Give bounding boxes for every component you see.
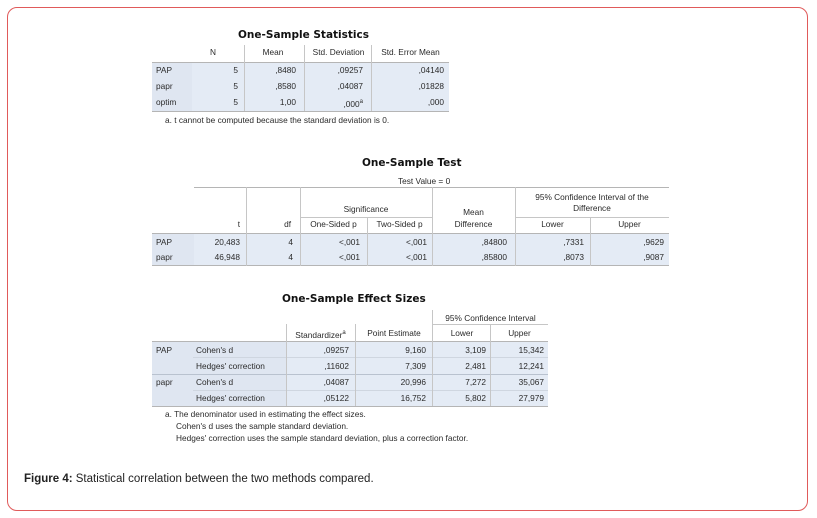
row-label: papr [156, 252, 173, 262]
point-estimate-header: Point Estimate [367, 328, 421, 338]
upper-value: ,9629 [643, 237, 664, 247]
effect-header-rule [152, 341, 548, 342]
effect-sizes-title: One-Sample Effect Sizes [282, 293, 426, 305]
significance-header: Significance [343, 204, 389, 214]
mean-difference-header-line1: Mean [463, 207, 484, 217]
lower-value: 3,109 [465, 345, 486, 355]
measure-label: Cohen's d [196, 377, 234, 387]
effect-row-rule [193, 390, 548, 391]
footnote-marker: a [359, 99, 363, 105]
lower-value: ,7331 [563, 237, 584, 247]
two-sided-p-header: Two-Sided p [376, 219, 423, 229]
mean-difference-header-line2: Difference [454, 219, 493, 229]
standardizer-header [286, 328, 355, 341]
df-value: 4 [288, 237, 293, 247]
sd-value: ,09257 [337, 65, 363, 75]
sd-number: ,000 [343, 98, 360, 109]
n-value: 5 [233, 81, 238, 91]
t-header: t [237, 219, 240, 229]
se-value: ,01828 [418, 81, 444, 91]
effect-group-rule [152, 374, 548, 375]
one-sided-p-header: One-Sided p [310, 219, 357, 229]
stats-header-n: N [210, 47, 216, 57]
row-label: papr [156, 81, 173, 91]
mean-difference-value: ,84800 [481, 237, 507, 247]
upper-value: 27,979 [518, 393, 544, 403]
sd-value [305, 97, 363, 110]
mean-value: 1,00 [279, 97, 296, 107]
figure-caption-text: Statistical correlation between the two methods compared. [72, 473, 374, 485]
row-label: PAP [156, 237, 172, 247]
figure-caption [24, 473, 374, 485]
stats-header-rule [152, 62, 449, 63]
effect-col-divider [432, 310, 433, 406]
upper-value: 35,067 [518, 377, 544, 387]
point-estimate-value: 16,752 [400, 393, 426, 403]
n-value: 5 [233, 65, 238, 75]
df-value: 4 [288, 252, 293, 262]
effect-lower-header: Lower [450, 328, 474, 338]
t-value: 20,483 [214, 237, 240, 247]
two-sided-p-value: <,001 [406, 237, 427, 247]
one-sided-p-value: <,001 [339, 252, 360, 262]
standardizer-value: ,05122 [323, 393, 349, 403]
test-bottom-rule [152, 265, 669, 266]
mean-value: ,8480 [275, 65, 296, 75]
df-header: df [284, 219, 291, 229]
test-title: One-Sample Test [362, 157, 462, 169]
effect-bottom-rule [152, 406, 548, 407]
standardizer-value: ,09257 [323, 345, 349, 355]
statistics-footnote: a. t cannot be computed because the standard deviation is 0. [165, 115, 390, 125]
upper-value: 12,241 [518, 361, 544, 371]
measure-label: Cohen's d [196, 345, 234, 355]
upper-value: ,9087 [643, 252, 664, 262]
ci-header-line1: 95% Confidence Interval of the [535, 192, 649, 202]
point-estimate-value: 20,996 [400, 377, 426, 387]
standardizer-value: ,04087 [323, 377, 349, 387]
statistics-title: One-Sample Statistics [238, 29, 369, 41]
point-estimate-value: 9,160 [405, 345, 426, 355]
lower-value: ,8073 [563, 252, 584, 262]
effect-footnote: Cohen's d uses the sample standard deviation. [176, 421, 349, 431]
lower-value: 7,272 [465, 377, 486, 387]
effect-footnote: Hedges' correction uses the sample standard deviation, plus a correction factor. [176, 433, 469, 443]
mean-difference-value: ,85800 [481, 252, 507, 262]
measure-label: Hedges' correction [196, 361, 265, 371]
one-sided-p-value: <,001 [339, 237, 360, 247]
lower-value: 2,481 [465, 361, 486, 371]
measure-label: Hedges' correction [196, 393, 265, 403]
effect-row-rule [193, 357, 548, 358]
group-label: papr [156, 377, 173, 387]
row-label: PAP [156, 65, 172, 75]
se-value: ,000 [427, 97, 444, 107]
upper-header: Upper [618, 219, 641, 229]
effect-ci-header: 95% Confidence Interval [445, 313, 536, 323]
stats-bottom-rule [152, 111, 449, 112]
se-value: ,04140 [418, 65, 444, 75]
point-estimate-value: 7,309 [405, 361, 426, 371]
ci-rule [516, 217, 669, 218]
stats-header-mean: Mean [262, 47, 284, 57]
sd-value: ,04087 [337, 81, 363, 91]
ci-header-line2: Difference [573, 203, 611, 213]
stats-header-std-deviation: Std. Deviation [312, 47, 365, 57]
lower-header: Lower [541, 219, 564, 229]
mean-value: ,8580 [275, 81, 296, 91]
test-value-label: Test Value = 0 [398, 176, 451, 186]
effect-upper-header: Upper [508, 328, 531, 338]
standardizer-value: ,11602 [324, 361, 349, 371]
row-label: optim [156, 97, 177, 107]
figure-caption-label: Figure 4: [24, 473, 73, 485]
stats-header-std-error-mean: Std. Error Mean [381, 47, 440, 57]
lower-value: 5,802 [465, 393, 486, 403]
upper-value: 15,342 [518, 345, 544, 355]
two-sided-p-value: <,001 [406, 252, 427, 262]
t-value: 46,948 [214, 252, 240, 262]
footnote-marker: a [342, 330, 346, 336]
n-value: 5 [233, 97, 238, 107]
group-label: PAP [156, 345, 172, 355]
effect-footnote: a. The denominator used in estimating the effect sizes. [165, 409, 366, 419]
test-header-rule [152, 233, 669, 234]
standardizer-label: Standardizer [295, 329, 343, 340]
